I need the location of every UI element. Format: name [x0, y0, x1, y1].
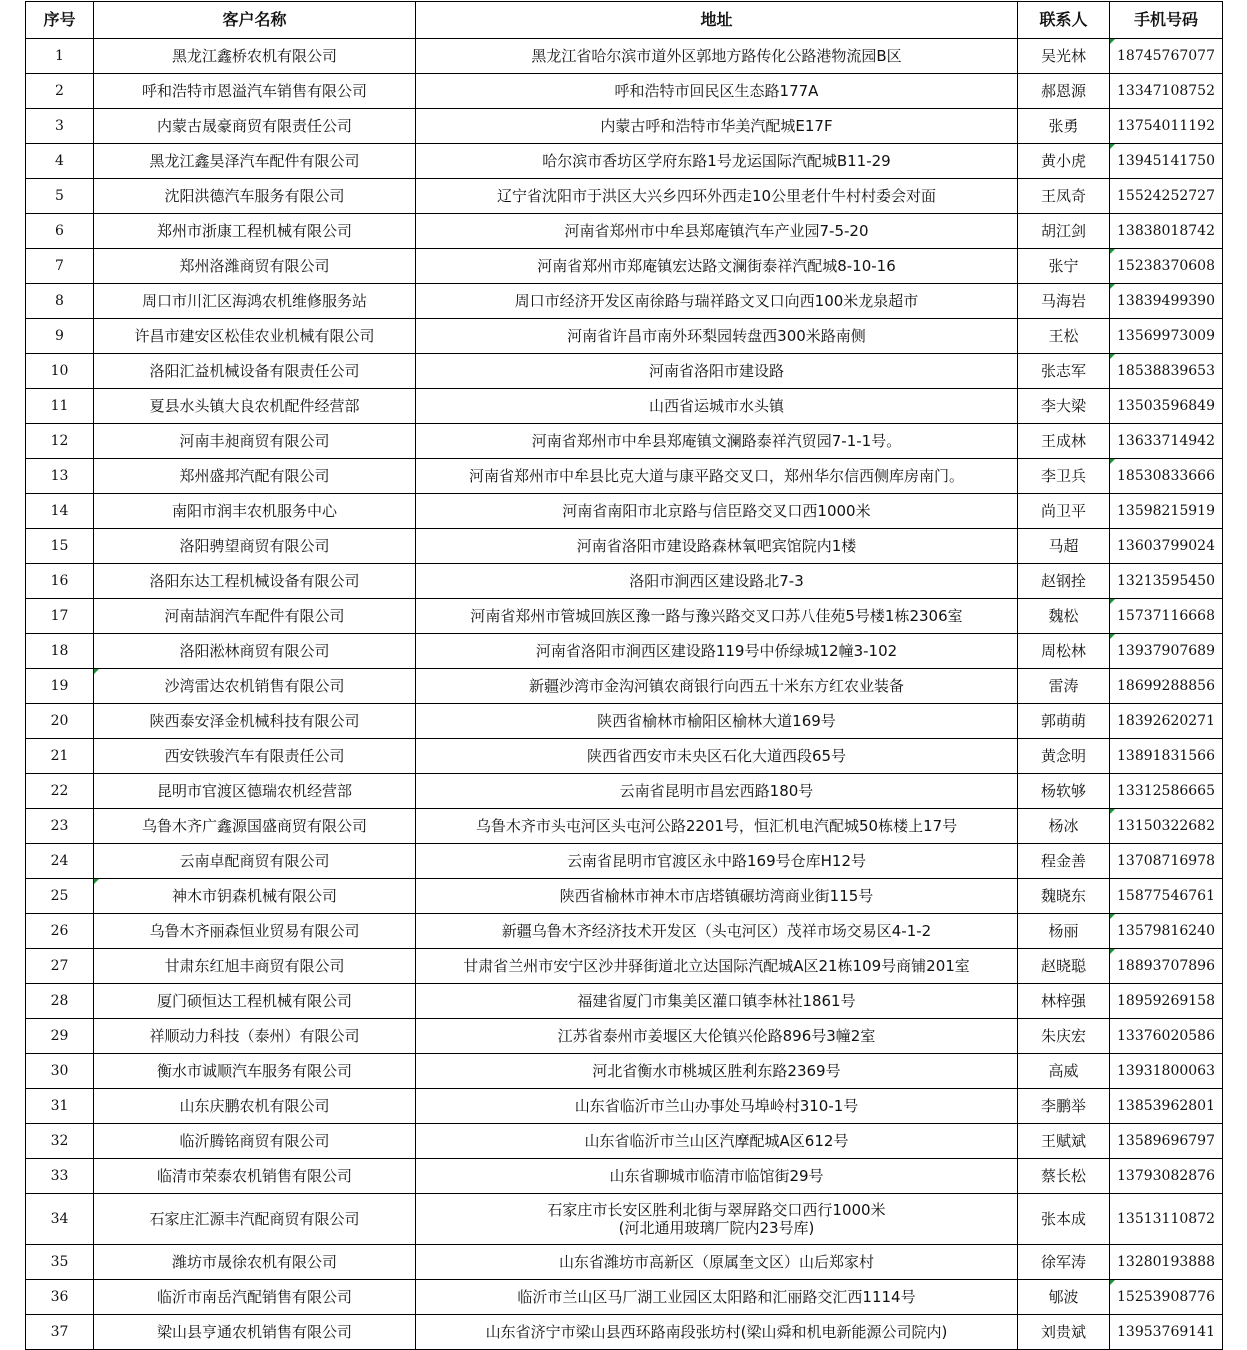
phone-cell: 18893707896	[1110, 949, 1223, 984]
address-cell: 呼和浩特市回民区生态路177A	[416, 74, 1018, 109]
phone-cell: 13150322682	[1110, 809, 1223, 844]
seq-cell: 23	[26, 809, 94, 844]
seq-cell: 17	[26, 599, 94, 634]
customer-name-cell: 沙湾雷达农机销售有限公司	[94, 669, 416, 704]
address-cell: 临沂市兰山区马厂湖工业园区太阳路和汇丽路交汇西1114号	[416, 1280, 1018, 1315]
contact-cell: 王松	[1018, 319, 1110, 354]
address-cell: 河南省洛阳市建设路森林氧吧宾馆院内1楼	[416, 529, 1018, 564]
customer-name-cell: 山东庆鹏农机有限公司	[94, 1089, 416, 1124]
contact-cell: 胡江剑	[1018, 214, 1110, 249]
phone-cell: 13931800063	[1110, 1054, 1223, 1089]
table-row	[26, 984, 1223, 1019]
phone-cell: 15877546761	[1110, 879, 1223, 914]
contact-cell: 李大梁	[1018, 389, 1110, 424]
customer-name-cell: 黑龙江鑫桥农机有限公司	[94, 39, 416, 74]
customer-name-cell: 祥顺动力科技（泰州）有限公司	[94, 1019, 416, 1054]
customer-name-cell: 洛阳骋望商贸有限公司	[94, 529, 416, 564]
contact-cell: 郝恩源	[1018, 74, 1110, 109]
phone-cell: 13891831566	[1110, 739, 1223, 774]
seq-cell: 3	[26, 109, 94, 144]
table-row	[26, 529, 1223, 564]
table-row	[26, 774, 1223, 809]
phone-cell: 13839499390	[1110, 284, 1223, 319]
seq-cell: 19	[26, 669, 94, 704]
header-address: 地址	[416, 2, 1018, 39]
customer-name-cell: 云南卓配商贸有限公司	[94, 844, 416, 879]
phone-cell: 13953769141	[1110, 1315, 1223, 1350]
phone-cell: 13598215919	[1110, 494, 1223, 529]
phone-cell: 13708716978	[1110, 844, 1223, 879]
phone-cell: 15524252727	[1110, 179, 1223, 214]
phone-cell: 13603799024	[1110, 529, 1223, 564]
table-row	[26, 914, 1223, 949]
table-row	[26, 1280, 1223, 1315]
contact-cell: 魏晓东	[1018, 879, 1110, 914]
contact-cell: 李鹏举	[1018, 1089, 1110, 1124]
customer-name-cell: 河南喆润汽车配件有限公司	[94, 599, 416, 634]
contact-cell: 杨冰	[1018, 809, 1110, 844]
address-cell: 哈尔滨市香坊区学府东路1号龙运国际汽配城B11-29	[416, 144, 1018, 179]
customer-name-cell: 衡水市诚顺汽车服务有限公司	[94, 1054, 416, 1089]
address-cell: 河南省郑州市郑庵镇宏达路文澜街泰祥汽配城8-10-16	[416, 249, 1018, 284]
contact-cell: 杨软够	[1018, 774, 1110, 809]
table-row	[26, 1054, 1223, 1089]
address-cell: 陕西省西安市未央区石化大道西段65号	[416, 739, 1018, 774]
header-contact: 联系人	[1018, 2, 1110, 39]
seq-cell: 36	[26, 1280, 94, 1315]
seq-cell: 13	[26, 459, 94, 494]
address-cell: 山东省潍坊市高新区（原属奎文区）山后郑家村	[416, 1245, 1018, 1280]
contact-cell: 王成林	[1018, 424, 1110, 459]
contact-cell: 杨丽	[1018, 914, 1110, 949]
address-cell: 福建省厦门市集美区灌口镇李林社1861号	[416, 984, 1018, 1019]
customer-name-cell: 周口市川汇区海鸿农机维修服务站	[94, 284, 416, 319]
contact-cell: 张志军	[1018, 354, 1110, 389]
table-row	[26, 179, 1223, 214]
phone-cell: 15737116668	[1110, 599, 1223, 634]
phone-cell: 13937907689	[1110, 634, 1223, 669]
phone-cell: 13280193888	[1110, 1245, 1223, 1280]
contact-cell: 王凤奇	[1018, 179, 1110, 214]
contact-cell: 程金善	[1018, 844, 1110, 879]
contact-cell: 张宁	[1018, 249, 1110, 284]
contact-cell: 张勇	[1018, 109, 1110, 144]
phone-cell: 18538839653	[1110, 354, 1223, 389]
seq-cell: 11	[26, 389, 94, 424]
customer-name-cell: 神木市钥森机械有限公司	[94, 879, 416, 914]
contact-cell: 赵晓聪	[1018, 949, 1110, 984]
seq-cell: 9	[26, 319, 94, 354]
contact-cell: 黄小虎	[1018, 144, 1110, 179]
phone-cell: 13633714942	[1110, 424, 1223, 459]
contact-cell: 朱庆宏	[1018, 1019, 1110, 1054]
table-row	[26, 564, 1223, 599]
customer-name-cell: 郑州洛潍商贸有限公司	[94, 249, 416, 284]
table-row	[26, 704, 1223, 739]
header-phone: 手机号码	[1110, 2, 1223, 39]
phone-cell: 13312586665	[1110, 774, 1223, 809]
address-cell: 山东省临沂市兰山办事处马埠岭村310-1号	[416, 1089, 1018, 1124]
address-cell: 乌鲁木齐市头屯河区头屯河公路2201号，恒汇机电汽配城50栋楼上17号	[416, 809, 1018, 844]
seq-cell: 8	[26, 284, 94, 319]
table-row	[26, 214, 1223, 249]
address-cell: 陕西省榆林市榆阳区榆林大道169号	[416, 704, 1018, 739]
address-cell: 山东省聊城市临清市临馆街29号	[416, 1159, 1018, 1194]
table-row	[26, 424, 1223, 459]
seq-cell: 35	[26, 1245, 94, 1280]
contact-cell: 尚卫平	[1018, 494, 1110, 529]
seq-cell: 10	[26, 354, 94, 389]
address-cell: 云南省昆明市昌宏西路180号	[416, 774, 1018, 809]
contact-cell: 赵钢拴	[1018, 564, 1110, 599]
phone-cell: 13347108752	[1110, 74, 1223, 109]
table-row	[26, 949, 1223, 984]
seq-cell: 21	[26, 739, 94, 774]
customer-name-cell: 陕西泰安泽金机械科技有限公司	[94, 704, 416, 739]
table-row	[26, 354, 1223, 389]
seq-cell: 2	[26, 74, 94, 109]
header-row	[26, 2, 1223, 39]
customer-name-cell: 内蒙古晟豪商贸有限责任公司	[94, 109, 416, 144]
contact-cell: 王赋斌	[1018, 1124, 1110, 1159]
contact-cell: 蔡长松	[1018, 1159, 1110, 1194]
customer-name-cell: 许昌市建安区松佳农业机械有限公司	[94, 319, 416, 354]
customer-name-cell: 石家庄汇源丰汽配商贸有限公司	[94, 1194, 416, 1245]
address-cell: 河南省郑州市管城回族区豫一路与豫兴路交叉口苏八佳苑5号楼1栋2306室	[416, 599, 1018, 634]
seq-cell: 34	[26, 1194, 94, 1245]
customer-name-cell: 临沂腾铭商贸有限公司	[94, 1124, 416, 1159]
table-row	[26, 879, 1223, 914]
seq-cell: 22	[26, 774, 94, 809]
contact-cell: 周松林	[1018, 634, 1110, 669]
address-cell: 山西省运城市水头镇	[416, 389, 1018, 424]
customer-name-cell: 昆明市官渡区德瑞农机经营部	[94, 774, 416, 809]
table-row	[26, 249, 1223, 284]
table-row	[26, 1159, 1223, 1194]
table-row	[26, 1019, 1223, 1054]
seq-cell: 24	[26, 844, 94, 879]
seq-cell: 14	[26, 494, 94, 529]
address-cell: 河南省许昌市南外环梨园转盘西300米路南侧	[416, 319, 1018, 354]
seq-cell: 29	[26, 1019, 94, 1054]
phone-cell: 15253908776	[1110, 1280, 1223, 1315]
seq-cell: 12	[26, 424, 94, 459]
phone-cell: 13945141750	[1110, 144, 1223, 179]
contact-cell: 徐军涛	[1018, 1245, 1110, 1280]
seq-cell: 31	[26, 1089, 94, 1124]
seq-cell: 20	[26, 704, 94, 739]
customer-name-cell: 郑州盛邦汽配有限公司	[94, 459, 416, 494]
address-cell: 山东省济宁市梁山县西环路南段张坊村(梁山舜和机电新能源公司院内)	[416, 1315, 1018, 1350]
customer-name-cell: 乌鲁木齐丽森恒业贸易有限公司	[94, 914, 416, 949]
customer-name-cell: 潍坊市晟徐农机有限公司	[94, 1245, 416, 1280]
seq-cell: 4	[26, 144, 94, 179]
address-cell: 洛阳市涧西区建设路北7-3	[416, 564, 1018, 599]
contact-cell: 林梓强	[1018, 984, 1110, 1019]
phone-cell: 13589696797	[1110, 1124, 1223, 1159]
seq-cell: 16	[26, 564, 94, 599]
customer-name-cell: 洛阳汇益机械设备有限责任公司	[94, 354, 416, 389]
contact-cell: 黄念明	[1018, 739, 1110, 774]
table-row	[26, 1245, 1223, 1280]
address-cell: 河北省衡水市桃城区胜利东路2369号	[416, 1054, 1018, 1089]
customer-name-cell: 梁山县亨通农机销售有限公司	[94, 1315, 416, 1350]
phone-cell: 13503596849	[1110, 389, 1223, 424]
header-seq: 序号	[26, 2, 94, 39]
table-row	[26, 739, 1223, 774]
customer-name-cell: 南阳市润丰农机服务中心	[94, 494, 416, 529]
phone-cell: 13579816240	[1110, 914, 1223, 949]
customer-name-cell: 洛阳淞林商贸有限公司	[94, 634, 416, 669]
contact-cell: 郇波	[1018, 1280, 1110, 1315]
phone-cell: 13838018742	[1110, 214, 1223, 249]
address-cell: 黑龙江省哈尔滨市道外区郭地方路传化公路港物流园B区	[416, 39, 1018, 74]
customer-name-cell: 夏县水头镇大良农机配件经营部	[94, 389, 416, 424]
customer-name-cell: 西安铁骏汽车有限责任公司	[94, 739, 416, 774]
customer-name-cell: 郑州市浙康工程机械有限公司	[94, 214, 416, 249]
customer-table	[25, 1, 1223, 1350]
phone-cell: 13754011192	[1110, 109, 1223, 144]
phone-cell: 18745767077	[1110, 39, 1223, 74]
customer-name-cell: 临沂市南岳汽配销售有限公司	[94, 1280, 416, 1315]
address-cell: 河南省郑州市中牟县郑庵镇文澜路泰祥汽贸园7-1-1号。	[416, 424, 1018, 459]
phone-cell: 13853962801	[1110, 1089, 1223, 1124]
contact-cell: 马海岩	[1018, 284, 1110, 319]
address-cell: 新疆沙湾市金沟河镇农商银行向西五十米东方红农业装备	[416, 669, 1018, 704]
contact-cell: 张本成	[1018, 1194, 1110, 1245]
customer-name-cell: 河南丰昶商贸有限公司	[94, 424, 416, 459]
address-cell: 石家庄市长安区胜利北街与翠屏路交口西行1000米 (河北通用玻璃厂院内23号库)	[416, 1194, 1018, 1245]
address-cell: 陕西省榆林市神木市店塔镇碾坊湾商业街115号	[416, 879, 1018, 914]
table-row	[26, 844, 1223, 879]
address-cell: 河南省郑州市中牟县比克大道与康平路交叉口，郑州华尔信西侧库房南门。	[416, 459, 1018, 494]
address-cell: 新疆乌鲁木齐经济技术开发区（头屯河区）茂祥市场交易区4-1-2	[416, 914, 1018, 949]
customer-name-cell: 呼和浩特市恩溢汽车销售有限公司	[94, 74, 416, 109]
customer-name-cell: 沈阳洪德汽车服务有限公司	[94, 179, 416, 214]
seq-cell: 7	[26, 249, 94, 284]
table-row	[26, 1124, 1223, 1159]
phone-cell: 18699288856	[1110, 669, 1223, 704]
address-cell: 云南省昆明市官渡区永中路169号仓库H12号	[416, 844, 1018, 879]
contact-cell: 魏松	[1018, 599, 1110, 634]
contact-cell: 雷涛	[1018, 669, 1110, 704]
seq-cell: 37	[26, 1315, 94, 1350]
phone-cell: 13569973009	[1110, 319, 1223, 354]
address-cell: 江苏省泰州市姜堰区大伦镇兴伦路896号3幢2室	[416, 1019, 1018, 1054]
table-row	[26, 599, 1223, 634]
seq-cell: 27	[26, 949, 94, 984]
table-row	[26, 459, 1223, 494]
contact-cell: 李卫兵	[1018, 459, 1110, 494]
phone-cell: 18392620271	[1110, 704, 1223, 739]
table-row	[26, 389, 1223, 424]
address-cell: 内蒙古呼和浩特市华美汽配城E17F	[416, 109, 1018, 144]
seq-cell: 5	[26, 179, 94, 214]
seq-cell: 30	[26, 1054, 94, 1089]
table-row	[26, 74, 1223, 109]
table-row	[26, 669, 1223, 704]
table-row	[26, 634, 1223, 669]
table-row	[26, 494, 1223, 529]
address-cell: 河南省洛阳市涧西区建设路119号中侨绿城12幢3-102	[416, 634, 1018, 669]
customer-name-cell: 乌鲁木齐广鑫源国盛商贸有限公司	[94, 809, 416, 844]
phone-cell: 13213595450	[1110, 564, 1223, 599]
table-row	[26, 109, 1223, 144]
customer-name-cell: 厦门硕恒达工程机械有限公司	[94, 984, 416, 1019]
address-cell: 辽宁省沈阳市于洪区大兴乡四环外西走10公里老什牛村村委会对面	[416, 179, 1018, 214]
customer-name-cell: 黑龙江鑫昊泽汽车配件有限公司	[94, 144, 416, 179]
address-cell: 山东省临沂市兰山区汽摩配城A区612号	[416, 1124, 1018, 1159]
seq-cell: 18	[26, 634, 94, 669]
table-row	[26, 284, 1223, 319]
customer-name-cell: 洛阳东达工程机械设备有限公司	[94, 564, 416, 599]
phone-cell: 13376020586	[1110, 1019, 1223, 1054]
seq-cell: 32	[26, 1124, 94, 1159]
customer-name-cell: 甘肃东红旭丰商贸有限公司	[94, 949, 416, 984]
address-cell: 甘肃省兰州市安宁区沙井驿街道北立达国际汽配城A区21栋109号商铺201室	[416, 949, 1018, 984]
contact-cell: 刘贵斌	[1018, 1315, 1110, 1350]
table-row	[26, 144, 1223, 179]
phone-cell: 18530833666	[1110, 459, 1223, 494]
table-row	[26, 1315, 1223, 1350]
table-row	[26, 319, 1223, 354]
header-customer-name: 客户名称	[94, 2, 416, 39]
address-cell: 河南省洛阳市建设路	[416, 354, 1018, 389]
contact-cell: 马超	[1018, 529, 1110, 564]
customer-name-cell: 临清市荣泰农机销售有限公司	[94, 1159, 416, 1194]
address-cell: 河南省南阳市北京路与信臣路交叉口西1000米	[416, 494, 1018, 529]
seq-cell: 26	[26, 914, 94, 949]
seq-cell: 15	[26, 529, 94, 564]
phone-cell: 18959269158	[1110, 984, 1223, 1019]
address-cell: 周口市经济开发区南徐路与瑞祥路文叉口向西100米龙泉超市	[416, 284, 1018, 319]
table-row	[26, 1194, 1223, 1245]
table-row	[26, 809, 1223, 844]
seq-cell: 33	[26, 1159, 94, 1194]
phone-cell: 13793082876	[1110, 1159, 1223, 1194]
phone-cell: 13513110872	[1110, 1194, 1223, 1245]
seq-cell: 25	[26, 879, 94, 914]
contact-cell: 郭萌萌	[1018, 704, 1110, 739]
table-body	[26, 39, 1223, 1350]
contact-cell: 吴光林	[1018, 39, 1110, 74]
table-row	[26, 1089, 1223, 1124]
table-row	[26, 39, 1223, 74]
address-cell: 河南省郑州市中牟县郑庵镇汽车产业园7-5-20	[416, 214, 1018, 249]
seq-cell: 6	[26, 214, 94, 249]
seq-cell: 28	[26, 984, 94, 1019]
phone-cell: 15238370608	[1110, 249, 1223, 284]
seq-cell: 1	[26, 39, 94, 74]
contact-cell: 高威	[1018, 1054, 1110, 1089]
